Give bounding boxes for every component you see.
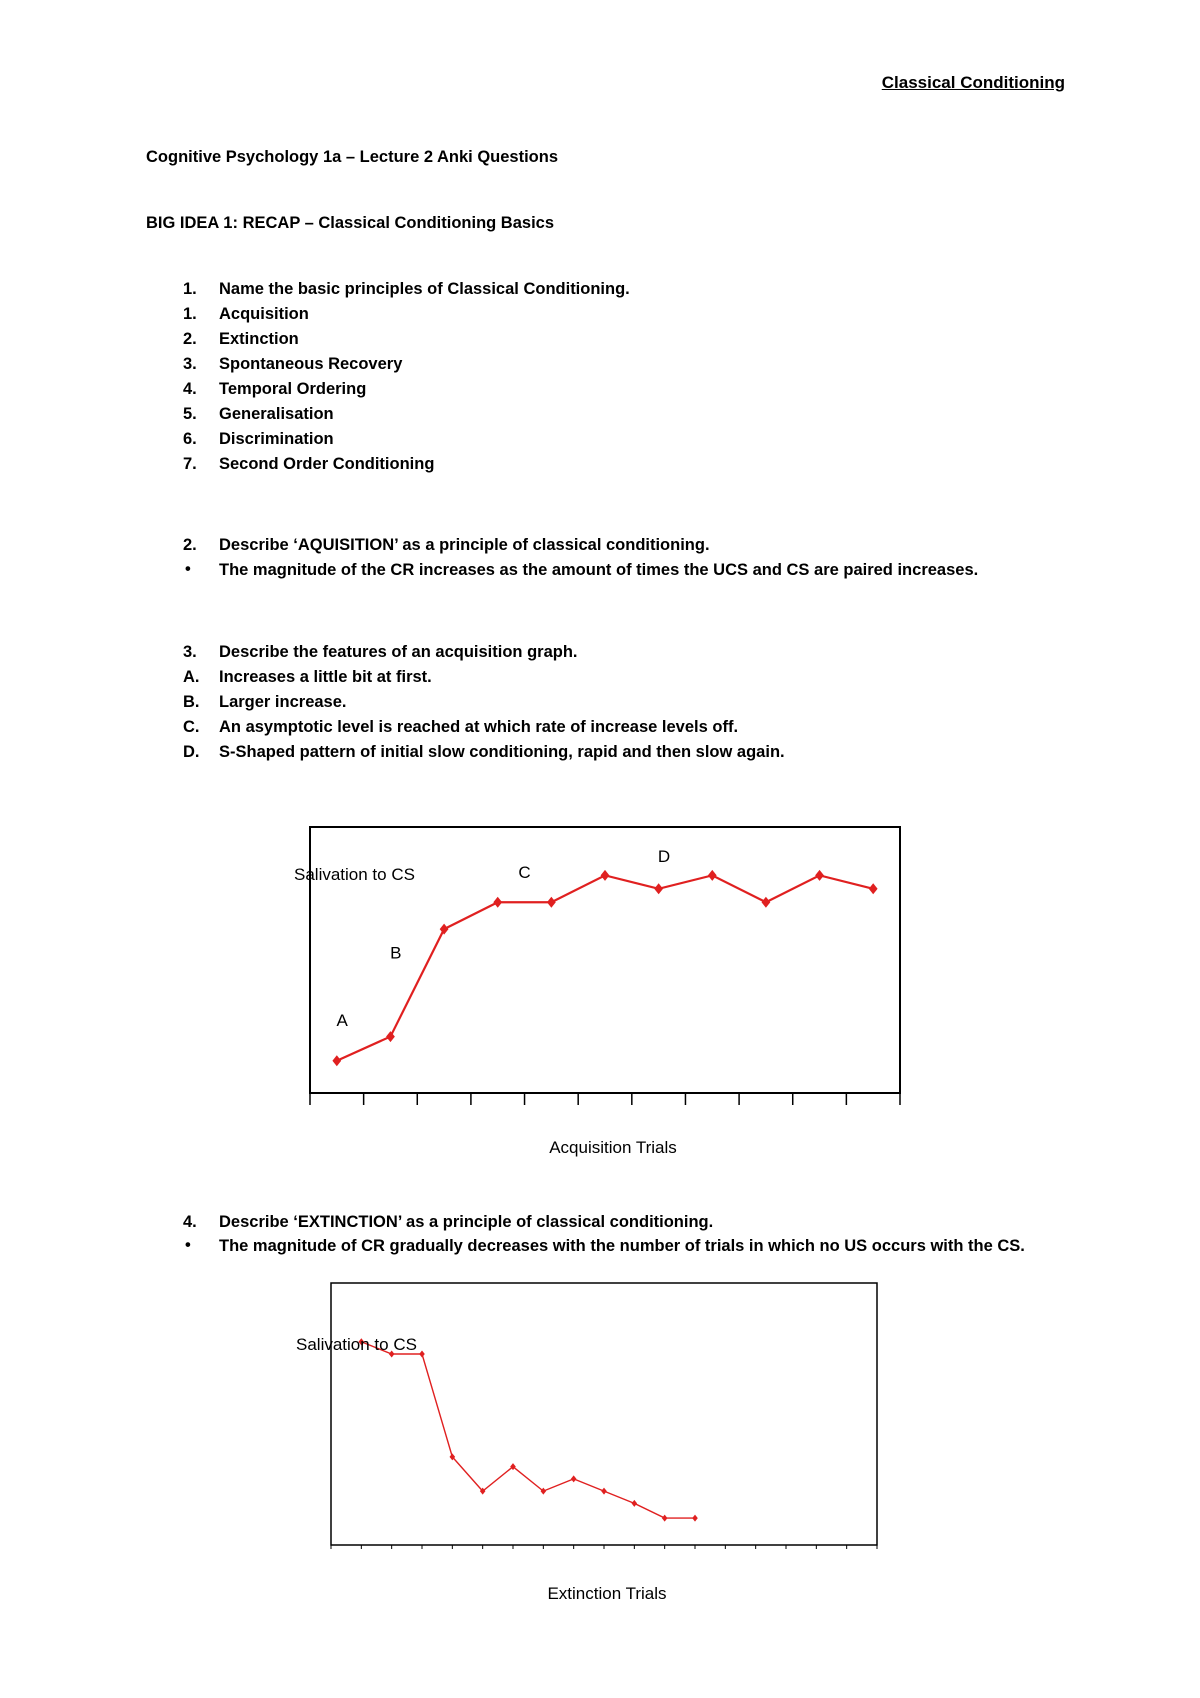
answer-number: C. bbox=[183, 718, 200, 736]
question-text: Name the basic principles of Classical Conditioning. bbox=[219, 280, 630, 298]
annotation-label: B bbox=[390, 943, 402, 963]
x-axis-title: Extinction Trials bbox=[547, 1584, 667, 1603]
answer-number: 3. bbox=[183, 355, 197, 373]
answer-number: A. bbox=[183, 668, 200, 686]
answer-number: D. bbox=[183, 743, 200, 761]
annotation-label: A bbox=[336, 1010, 348, 1030]
answer-number: 7. bbox=[183, 455, 197, 473]
x-axis-title: Acquisition Trials bbox=[549, 1138, 677, 1157]
question-number: 1. bbox=[183, 280, 197, 298]
document-title: Cognitive Psychology 1a – Lecture 2 Anki Questions bbox=[146, 148, 559, 166]
question-number: 4. bbox=[183, 1213, 197, 1231]
question-number: 2. bbox=[183, 536, 197, 554]
data-point bbox=[601, 1488, 607, 1495]
answer-number: 1. bbox=[183, 305, 197, 323]
answer-number: 5. bbox=[183, 405, 197, 423]
data-point bbox=[692, 1515, 698, 1522]
answer-text: The magnitude of CR gradually decreases with the number of trials in which no US occurs with the CS. bbox=[219, 1237, 1025, 1255]
answer-item: Increases a little bit at first. bbox=[219, 668, 432, 686]
answer-item: Generalisation bbox=[219, 405, 334, 423]
answer-item: Temporal Ordering bbox=[219, 380, 367, 398]
question-number: 3. bbox=[183, 643, 197, 661]
answer-item: Spontaneous Recovery bbox=[219, 355, 403, 373]
question-text: Describe ‘AQUISITION’ as a principle of classical conditioning. bbox=[219, 536, 710, 554]
answer-item: S-Shaped pattern of initial slow conditioning, rapid and then slow again. bbox=[219, 743, 785, 761]
answer-item: Discrimination bbox=[219, 430, 334, 448]
y-axis-title: Salivation to CS bbox=[296, 1335, 417, 1354]
answer-number: 2. bbox=[183, 330, 197, 348]
data-point bbox=[571, 1475, 577, 1482]
data-point bbox=[662, 1515, 668, 1522]
annotation-label: C bbox=[518, 863, 531, 883]
answer-text: The magnitude of the CR increases as the amount of times the UCS and CS are paired increases. bbox=[219, 561, 979, 579]
data-point bbox=[419, 1351, 425, 1358]
answer-item: Larger increase. bbox=[219, 693, 347, 711]
answer-number: 6. bbox=[183, 430, 197, 448]
answer-number: 4. bbox=[183, 380, 197, 398]
y-axis-title: Salivation to CS bbox=[294, 865, 415, 884]
page-header: Classical Conditioning bbox=[881, 73, 1065, 92]
bullet-icon: • bbox=[185, 1236, 191, 1254]
bullet-icon: • bbox=[185, 560, 191, 578]
data-point bbox=[632, 1500, 638, 1507]
question-text: Describe the features of an acquisition graph. bbox=[219, 643, 578, 661]
answer-item: Acquisition bbox=[219, 305, 309, 323]
answer-number: B. bbox=[183, 693, 200, 711]
annotation-label: D bbox=[657, 846, 671, 866]
answer-item: An asymptotic level is reached at which rate of increase levels off. bbox=[219, 718, 739, 736]
big-idea-heading: BIG IDEA 1: RECAP – Classical Conditioning Basics bbox=[146, 214, 555, 232]
answer-item: Extinction bbox=[219, 330, 299, 348]
question-text: Describe ‘EXTINCTION’ as a principle of classical conditioning. bbox=[219, 1213, 714, 1231]
answer-item: Second Order Conditioning bbox=[219, 455, 435, 473]
series-line bbox=[361, 1342, 695, 1518]
plot-frame bbox=[331, 1283, 877, 1545]
